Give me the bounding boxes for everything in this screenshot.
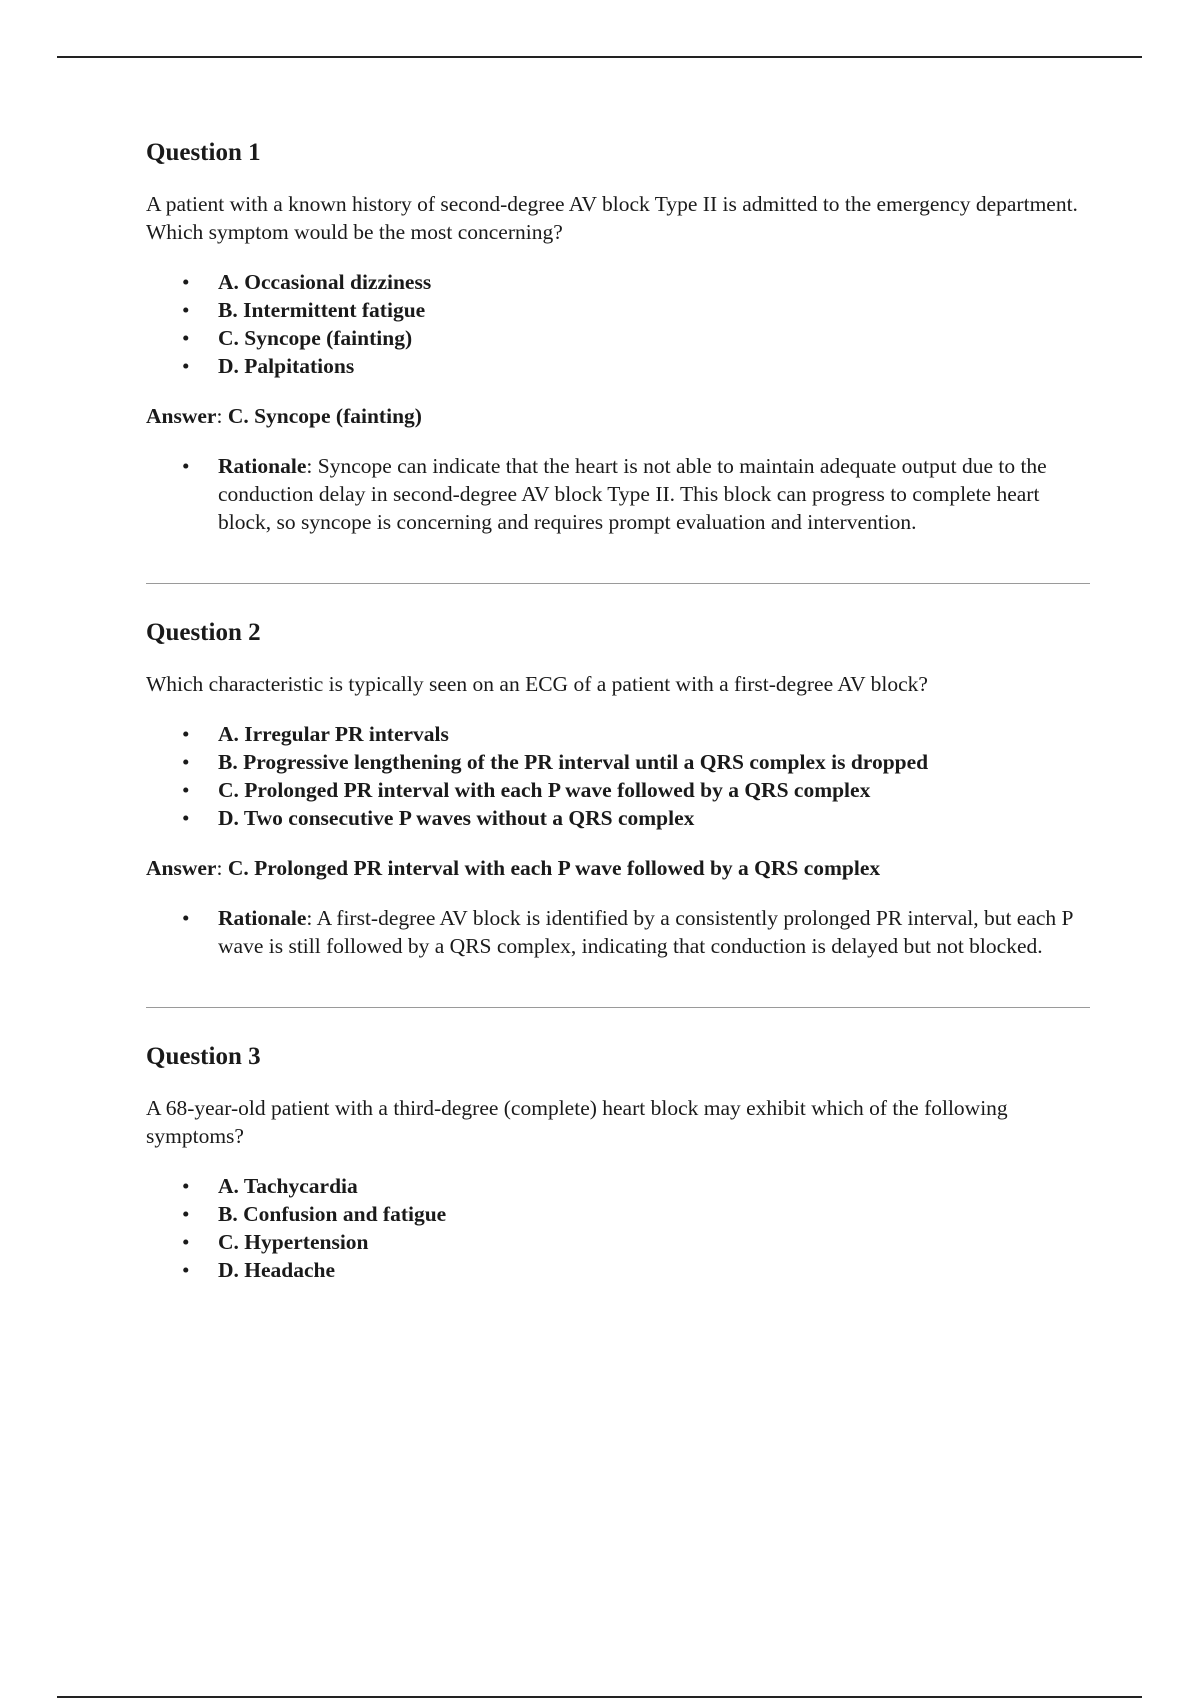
answer-label: Answer: [146, 856, 217, 880]
answer-line: [146, 854, 1090, 882]
answer-line: [146, 402, 1090, 430]
question-text: A 68-year-old patient with a third-degree (complete) heart block may exhibit which of the following symptoms?: [146, 1096, 1008, 1148]
question-text: A patient with a known history of second-degree AV block Type II is admitted to the emergency department. Which symptom would be the most concerning?: [146, 192, 1078, 244]
question-2: [146, 618, 1090, 960]
option-item: • D. Headache: [218, 1256, 1090, 1284]
option-item: • B. Confusion and fatigue: [218, 1200, 1090, 1228]
answer-separator: :: [216, 856, 228, 880]
rationale-text: Syncope can indicate that the heart is not able to maintain adequate output due to the conduction delay in second-degree AV block Type II. This block can progress to complete heart block, so syncope is concerning and requires prompt evaluation and intervention.: [218, 454, 1047, 534]
page-bottom-rule: [57, 1696, 1142, 1698]
question-1: [146, 138, 1090, 536]
options-list: [146, 268, 1090, 380]
question-text: Which characteristic is typically seen on an ECG of a patient with a first-degree AV block?: [146, 672, 928, 696]
rationale-label: Rationale: [218, 454, 307, 478]
document-content: [146, 138, 1090, 1306]
option-item: • A. Tachycardia: [218, 1172, 1090, 1200]
rationale-label: Rationale: [218, 906, 307, 930]
option-item: • C. Hypertension: [218, 1228, 1090, 1256]
rationale-list: [146, 904, 1090, 960]
answer-label: Answer: [146, 404, 217, 428]
question-3: [146, 1042, 1090, 1284]
option-item: • C. Prolonged PR interval with each P wave followed by a QRS complex: [218, 776, 1090, 804]
rationale-separator: :: [306, 906, 317, 930]
option-item: • C. Syncope (fainting): [218, 324, 1090, 352]
page-top-rule: [57, 56, 1142, 58]
option-item: • A. Occasional dizziness: [218, 268, 1090, 296]
rationale-list: [146, 452, 1090, 536]
option-item: • D. Two consecutive P waves without a QRS complex: [218, 804, 1090, 832]
section-divider: [146, 1007, 1090, 1008]
option-item: • B. Intermittent fatigue: [218, 296, 1090, 324]
rationale-text: A first-degree AV block is identified by a consistently prolonged PR interval, but each P wave is still followed by a QRS complex, indicating that conduction is delayed but not blocked.: [218, 906, 1073, 958]
answer-value: C. Prolonged PR interval with each P wave followed by a QRS complex: [227, 856, 881, 880]
answer-separator: :: [216, 404, 228, 428]
options-list: [146, 1172, 1090, 1284]
answer-value: C. Syncope (fainting): [227, 404, 422, 428]
rationale-item: [218, 452, 1090, 536]
rationale-separator: :: [306, 454, 318, 478]
question-title: Question 2: [146, 619, 261, 646]
option-item: • B. Progressive lengthening of the PR interval until a QRS complex is dropped: [218, 748, 1090, 776]
section-divider: [146, 583, 1090, 584]
option-item: • A. Irregular PR intervals: [218, 720, 1090, 748]
options-list: [146, 720, 1090, 832]
question-title: Question 3: [146, 1043, 261, 1070]
rationale-item: [218, 904, 1090, 960]
option-item: • D. Palpitations: [218, 352, 1090, 380]
question-title: Question 1: [146, 139, 261, 166]
